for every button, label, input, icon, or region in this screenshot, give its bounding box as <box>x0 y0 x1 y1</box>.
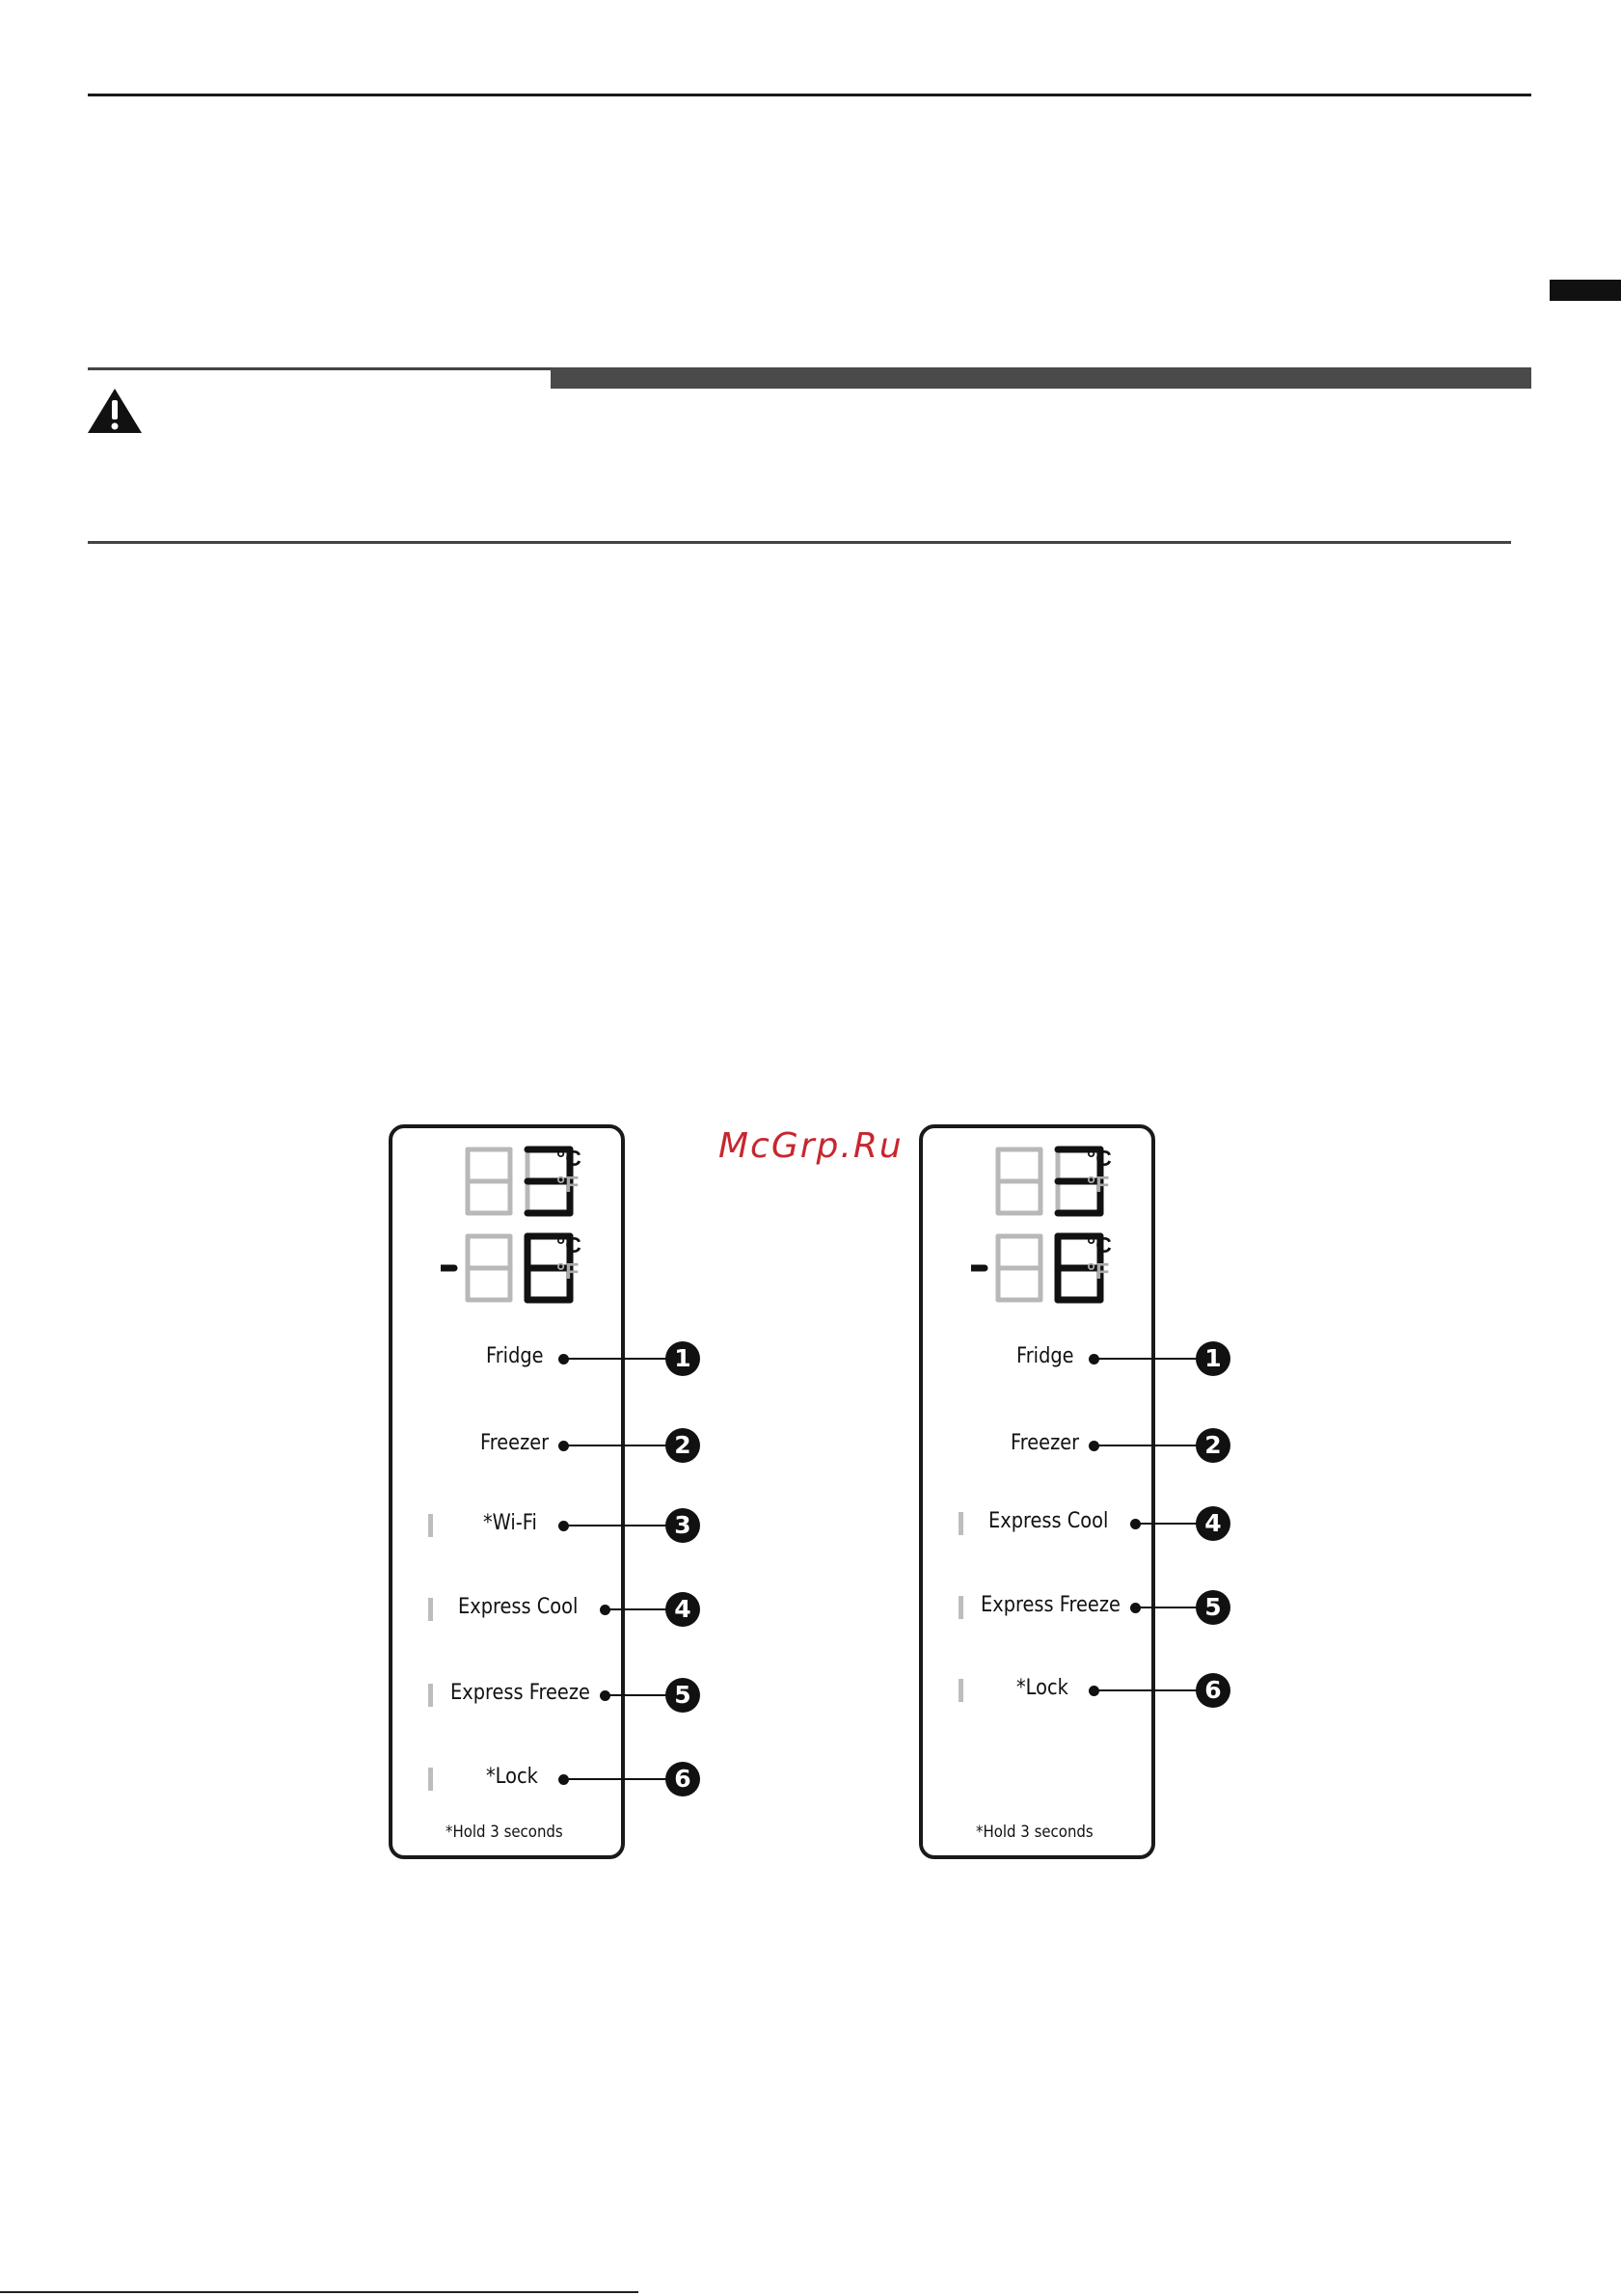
lock-button[interactable] <box>392 1759 691 1797</box>
temperature-display <box>971 1142 1106 1315</box>
fridge-label: Fridge <box>486 1344 544 1368</box>
express-freeze-button[interactable] <box>392 1675 691 1714</box>
freezer-button[interactable] <box>923 1425 1222 1464</box>
freezer-unit-celsius: °C <box>556 1232 581 1257</box>
callout-number-1: 1 <box>665 1341 700 1376</box>
express-cool-button[interactable] <box>923 1503 1222 1542</box>
footer-rule <box>0 2291 638 2293</box>
freezer-unit-fahrenheit: °F <box>1087 1258 1110 1283</box>
callout-line <box>1136 1607 1197 1608</box>
fridge-unit-fahrenheit: °F <box>556 1172 580 1197</box>
express-cool-label: Express Cool <box>458 1595 579 1619</box>
callout-number-5: 5 <box>665 1678 700 1713</box>
fridge-unit-celsius: °C <box>556 1146 581 1171</box>
express-cool-label: Express Cool <box>988 1509 1109 1533</box>
warning-rule-bottom <box>88 541 1511 544</box>
freezer-button[interactable] <box>392 1425 691 1464</box>
lock-label: *Lock <box>1016 1676 1068 1700</box>
control-panel-standard <box>919 1124 1222 1859</box>
freezer-unit-celsius: °C <box>1087 1232 1112 1257</box>
express-freeze-label: Express Freeze <box>981 1593 1121 1617</box>
callout-line <box>1136 1523 1197 1525</box>
callout-line <box>1094 1689 1197 1691</box>
warning-rule-thin <box>88 367 551 370</box>
lock-led-indicator <box>959 1679 963 1702</box>
callout-line <box>606 1694 666 1696</box>
control-panel-wifi <box>389 1124 691 1859</box>
callout-number-2: 2 <box>665 1428 700 1463</box>
temperature-display <box>441 1142 576 1315</box>
callout-number-6: 6 <box>1196 1673 1230 1708</box>
callout-line <box>564 1358 666 1360</box>
express-freeze-label: Express Freeze <box>450 1681 590 1705</box>
wifi-button[interactable] <box>392 1505 691 1544</box>
fridge-unit-fahrenheit: °F <box>1087 1172 1110 1197</box>
fridge-button[interactable] <box>923 1338 1222 1377</box>
callout-number-5: 5 <box>1196 1590 1230 1625</box>
callout-line <box>1094 1445 1197 1446</box>
express-freeze-button[interactable] <box>923 1587 1222 1626</box>
express-cool-button[interactable] <box>392 1589 691 1628</box>
watermark-text: McGrp.Ru <box>718 1126 904 1166</box>
callout-line <box>564 1445 666 1446</box>
express-cool-led-indicator <box>959 1512 963 1535</box>
callout-line <box>606 1608 666 1610</box>
callout-number-6: 6 <box>665 1762 700 1796</box>
express-freeze-led-indicator <box>959 1596 963 1619</box>
fridge-unit-celsius: °C <box>1087 1146 1112 1171</box>
freezer-label: Freezer <box>1011 1431 1080 1455</box>
callout-number-4: 4 <box>665 1592 700 1627</box>
warning-rule-bar <box>551 367 1531 389</box>
freezer-unit-fahrenheit: °F <box>556 1258 580 1283</box>
freezer-label: Freezer <box>480 1431 550 1455</box>
express-freeze-led-indicator <box>428 1684 433 1707</box>
wifi-led-indicator <box>428 1514 433 1537</box>
lock-label: *Lock <box>486 1765 538 1789</box>
express-cool-led-indicator <box>428 1598 433 1621</box>
lock-led-indicator <box>428 1768 433 1791</box>
callout-number-2: 2 <box>1196 1428 1230 1463</box>
callout-number-3: 3 <box>665 1508 700 1543</box>
callout-line <box>1094 1358 1197 1360</box>
fridge-label: Fridge <box>1016 1344 1074 1368</box>
language-tab-marker <box>1550 280 1621 301</box>
wifi-label: *Wi-Fi <box>483 1511 537 1535</box>
lock-button[interactable] <box>923 1670 1222 1709</box>
header-rule <box>88 94 1531 96</box>
callout-line <box>564 1525 666 1526</box>
fridge-button[interactable] <box>392 1338 691 1377</box>
warning-triangle-icon <box>86 387 144 435</box>
hold-note: *Hold 3 seconds <box>446 1823 563 1842</box>
callout-number-1: 1 <box>1196 1341 1230 1376</box>
callout-number-4: 4 <box>1196 1506 1230 1541</box>
hold-note: *Hold 3 seconds <box>976 1823 1094 1842</box>
callout-line <box>564 1778 666 1780</box>
